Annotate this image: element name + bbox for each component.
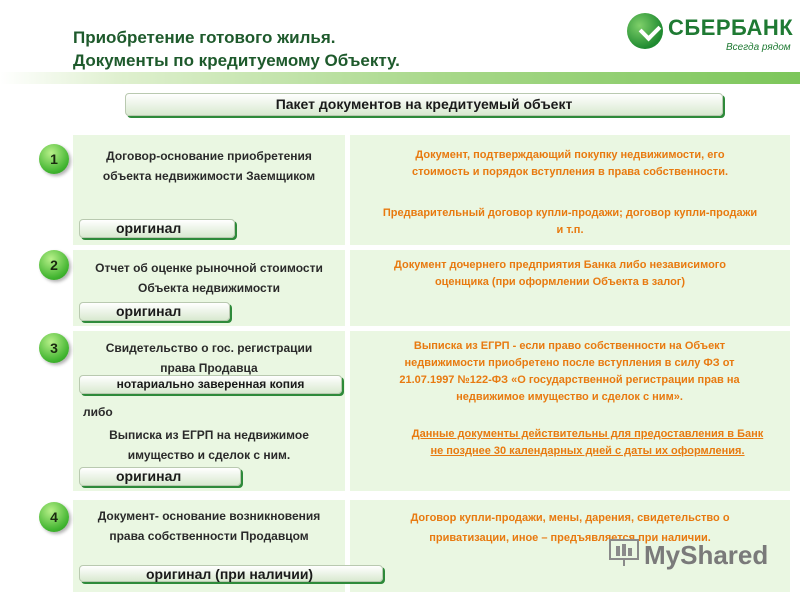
brand-name: СБЕРБАНК: [668, 15, 794, 40]
item-1-desc-line2: стоимость и порядок вступления в права собственности.: [411, 166, 729, 178]
item-4-desc-line1: Договор купли-продажи, мены, дарения, свидетельство о: [410, 512, 730, 524]
item-3-desc-line1: Выписка из ЕГРП - если право собственности на Объект: [413, 340, 726, 352]
item-1-title-line1: Договор-основание приобретения: [106, 149, 312, 163]
watermark-text: MyShared: [644, 540, 769, 570]
item-4-number-badge: 4: [39, 502, 69, 532]
item-1-examples-line2: и т.п.: [556, 224, 584, 236]
item-4-title: [73, 506, 345, 546]
item-3-title: [73, 338, 345, 378]
item-2-title-line1: Отчет об оценке рыночной стоимости: [95, 261, 323, 275]
page-title-line1: Приобретение готового жилья.: [73, 28, 336, 47]
item-3-title-line2: права Продавца: [160, 361, 258, 375]
item-3-validity-note: [380, 426, 795, 460]
page-title: [73, 26, 400, 72]
header-stripe: [0, 72, 800, 84]
item-1-desc-line1: Документ, подтверждающий покупку недвижимости, его: [415, 149, 725, 161]
item-3-note-line2: не позднее 30 календарных дней с даты их оформления.: [430, 445, 745, 457]
item-4-title-line1: Документ- основание возникновения: [97, 509, 321, 523]
item-3-label: оригинал: [79, 467, 241, 486]
package-header: Пакет документов на кредитуемый объект: [125, 93, 723, 116]
item-3-copy-label: нотариально заверенная копия: [79, 375, 342, 394]
item-1-title-line2: объекта недвижимости Заемщиком: [102, 169, 316, 183]
item-4-desc-line2: приватизации, иное – предъявляется при наличии.: [429, 532, 711, 544]
item-4-label: оригинал (при наличии): [79, 565, 383, 582]
item-3-or-text: либо: [83, 405, 113, 419]
item-1-number-badge: 1: [39, 144, 69, 174]
item-2-number-badge: 2: [39, 250, 69, 280]
item-2-desc-line2: оценщика (при оформлении Объекта в залог): [434, 276, 686, 288]
item-2-desc-line1: Документ дочернего предприятия Банка либо независимого: [394, 259, 726, 271]
item-2-title: [73, 258, 345, 298]
presentation-watermark-icon: [607, 538, 641, 568]
item-3-desc-line2: недвижимости приобретено после вступления в силу ФЗ от: [404, 357, 735, 369]
item-3-alt-line2: имущество и сделок с ним.: [127, 448, 291, 462]
item-2-title-line2: Объекта недвижимости: [138, 281, 280, 295]
item-1-examples-line1: Предварительный договор купли-продажи; договор купли-продажи: [382, 207, 758, 219]
item-4-title-line2: права собственности Продавцом: [109, 529, 309, 543]
page-title-line2: Документы по кредитуемому Объекту.: [73, 51, 400, 70]
item-1-examples: [355, 205, 785, 239]
sberbank-logo-icon: [627, 13, 663, 49]
item-2-label: оригинал: [79, 302, 230, 321]
item-3-number-badge: 3: [39, 333, 69, 363]
item-3-alt-title: [73, 425, 345, 465]
brand-tagline: Всегда рядом: [726, 42, 791, 53]
item-3-description: [352, 338, 787, 406]
item-3-note-line1: Данные документы действительны для предоставления в Банк: [411, 428, 764, 440]
item-1-title: [73, 146, 345, 186]
item-1-description: [355, 147, 785, 181]
item-2-description: [345, 257, 775, 291]
item-3-title-line1: Свидетельство о гос. регистрации: [105, 341, 313, 355]
item-3-desc-line3: 21.07.1997 №122-ФЗ «О государственной регистрации прав на: [399, 374, 740, 386]
item-3-desc-line4: недвижимое имущество и сделок с ним».: [456, 391, 683, 403]
item-1-label: оригинал: [79, 219, 235, 238]
item-3-alt-line1: Выписка из ЕГРП на недвижимое: [109, 428, 309, 442]
